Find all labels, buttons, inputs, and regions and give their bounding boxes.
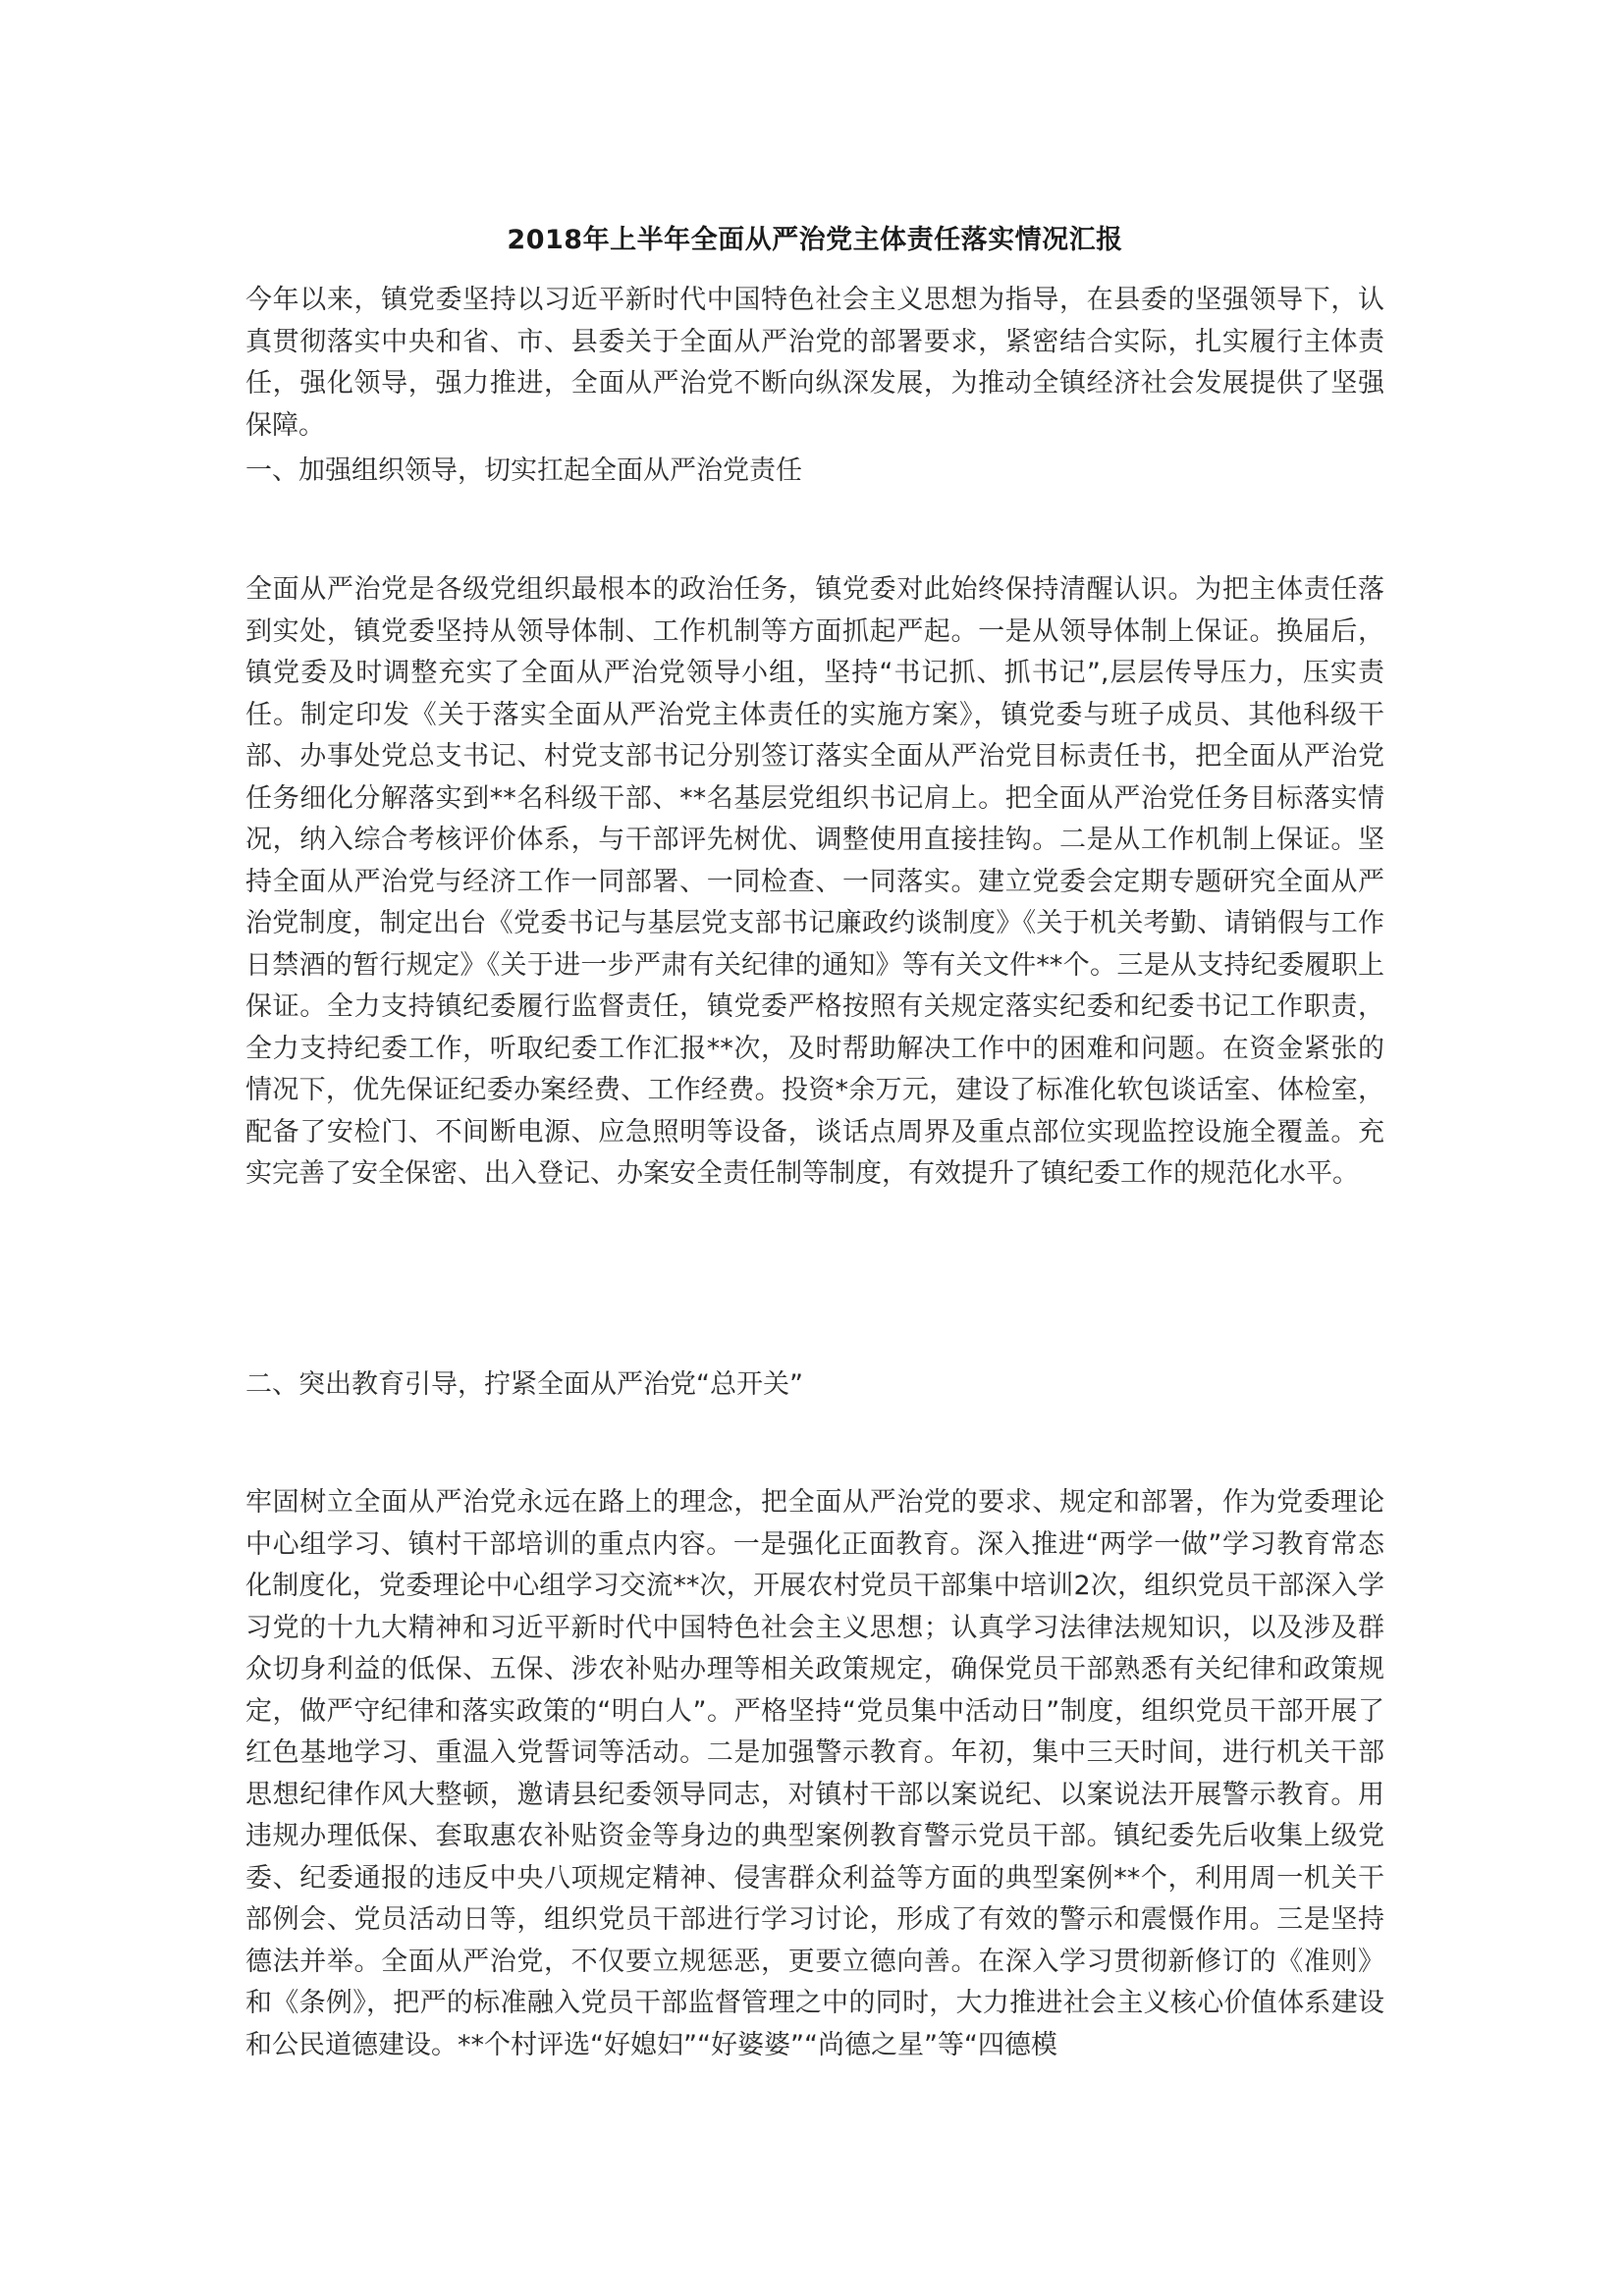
intro-paragraph: 今年以来，镇党委坚持以习近平新时代中国特色社会主义思想为指导，在县委的坚强领导下，认真贯彻落实中央和省、市、县委关于全面从严治党的部署要求，紧密结合实际，扎实履行主体责任，强化领导，强力推进，全面从严治党不断向纵深发展，为推动全镇经济社会发展提供了坚强保障。 (245, 285, 1384, 441)
document-title: 2018年上半年全面从严治党主体责任落实情况汇报 (507, 225, 1123, 255)
section-2-heading: 二、突出教育引导，拧紧全面从严治党“总开关” (245, 1369, 803, 1400)
section-1-heading: 一、加强组织领导，切实扛起全面从严治党责任 (245, 455, 802, 486)
section-1-paragraph: 全面从严治党是各级党组织最根本的政治任务，镇党委对此始终保持清醒认识。为把主体责任落到实处，镇党委坚持从领导体制、工作机制等方面抓起严起。一是从领导体制上保证。换届后，镇党委及时调整充实了全面从严治党领导小组，坚持“书记抓、抓书记”,层层传导压力，压实责任。制定印发《关于落实全面从严治党主体责任的实施方案》，镇党委与班子成员、其他科级干部、办事处党总支书记、村党支部书记分别签订落实全面从严治党目标责任书，把全面从严治党任务细化分解落实到**名科级干部、**名基层党组织书记肩上。把全面从严治党任务目标落实情况，纳入综合考核评价体系，与干部评先树优、调整使用直接挂钩。二是从工作机制上保证。坚持全面从严治党与经济工作一同部署、一同检查、一同落实。建立党委会定期专题研究全面从严治党制度，制定出台《党委书记与基层党支部书记廉政约谈制度》《关于机关考勤、请销假与工作日禁酒的暂行规定》《关于进一步严肃有关纪律的通知》等有关文件**个。三是从支持纪委履职上保证。全力支持镇纪委履行监督责任，镇党委严格按照有关规定落实纪委和纪委书记工作职责，全力支持纪委工作，听取纪委工作汇报**次，及时帮助解决工作中的困难和问题。在资金紧张的情况下，优先保证纪委办案经费、工作经费。投资*余万元，建设了标准化软包谈话室、体检室，配备了安检门、不间断电源、应急照明等设备，谈话点周界及重点部位实现监控设施全覆盖。充实完善了安全保密、出入登记、办案安全责任制等制度，有效提升了镇纪委工作的规范化水平。 (245, 574, 1384, 1189)
section-2-paragraph: 牢固树立全面从严治党永远在路上的理念，把全面从严治党的要求、规定和部署，作为党委理论中心组学习、镇村干部培训的重点内容。一是强化正面教育。深入推进“两学一做”学习教育常态化制度化，党委理论中心组学习交流**次，开展农村党员干部集中培训2次，组织党员干部深入学习党的十九大精神和习近平新时代中国特色社会主义思想；认真学习法律法规知识，以及涉及群众切身利益的低保、五保、涉农补贴办理等相关政策规定，确保党员干部熟悉有关纪律和政策规定，做严守纪律和落实政策的“明白人”。严格坚持“党员集中活动日”制度，组织党员干部开展了红色基地学习、重温入党誓词等活动。二是加强警示教育。年初，集中三天时间，进行机关干部思想纪律作风大整顿，邀请县纪委领导同志，对镇村干部以案说纪、以案说法开展警示教育。用违规办理低保、套取惠农补贴资金等身边的典型案例教育警示党员干部。镇纪委先后收集上级党委、纪委通报的违反中央八项规定精神、侵害群众利益等方面的典型案例**个，利用周一机关干部例会、党员活动日等，组织党员干部进行学习讨论，形成了有效的警示和震慑作用。三是坚持德法并举。全面从严治党，不仅要立规惩恶，更要立德向善。在深入学习贯彻新修订的《准则》和《条例》，把严的标准融入党员干部监督管理之中的同时，大力推进社会主义核心价值体系建设和公民道德建设。**个村评选“好媳妇”“好婆婆”“尚德之星”等“四德模 (245, 1487, 1384, 2060)
